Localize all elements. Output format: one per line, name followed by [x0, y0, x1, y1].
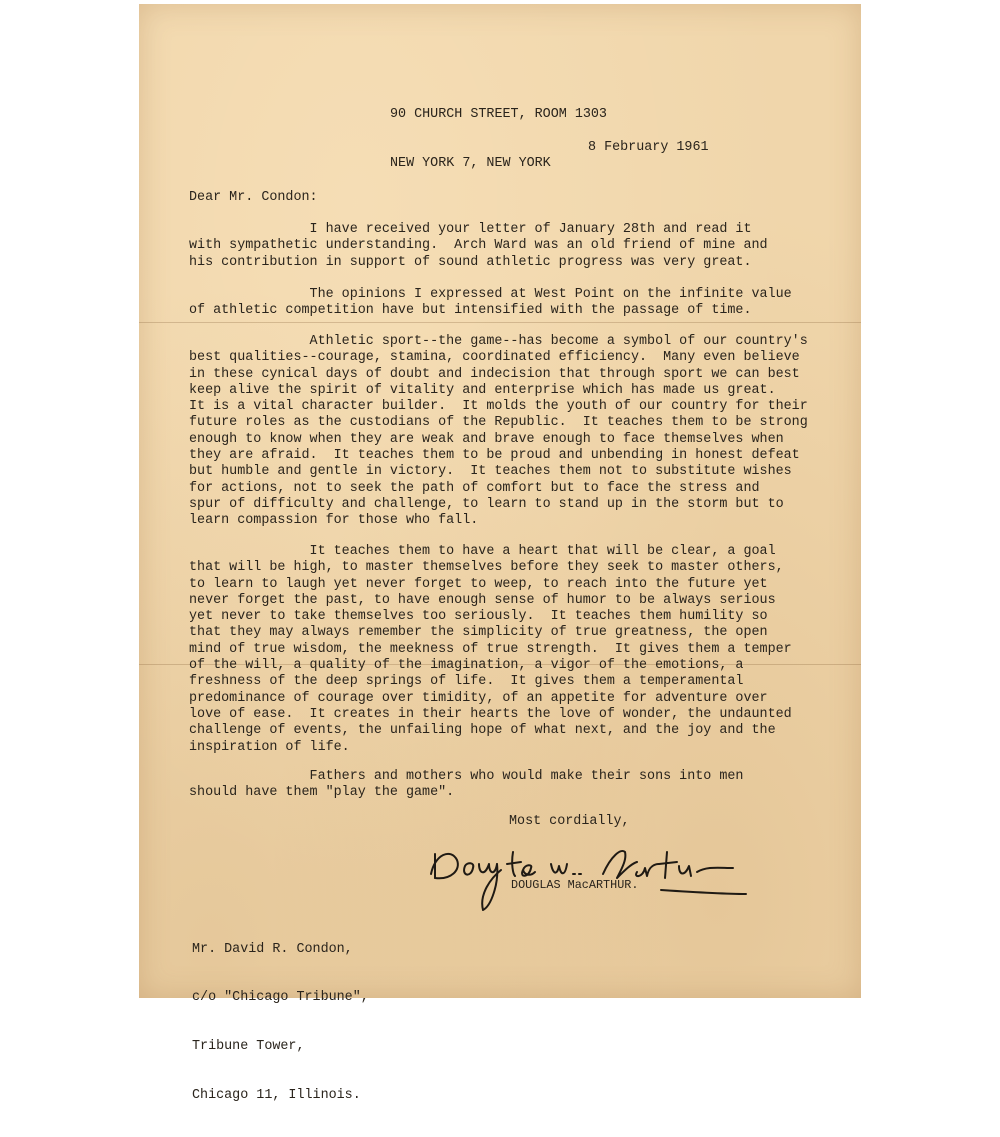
- handwritten-signature: [421, 834, 751, 914]
- letterhead-city: NEW YORK 7, NEW YORK: [390, 156, 551, 172]
- paragraph-1: I have received your letter of January 28th and read it with sympathetic understanding. Arch Ward was an old friend of mine and his contribution in support of sound athletic progress was very great.: [189, 222, 768, 270]
- letterhead-street: 90 CHURCH STREET, ROOM 1303: [390, 106, 607, 122]
- address-line-city: Chicago 11, Illinois.: [192, 1088, 361, 1104]
- paper-fold-line: [139, 322, 861, 323]
- paragraph-4: It teaches them to have a heart that will be clear, a goal that will be high, to master themselves before they seek to master others, to learn to laugh yet never forget to weep, to reach into the future yet never forget the past, to have enough sense of humor to be always serious yet never to take themselves too seriously. It teaches them humility so that they may always remember the simplicity of true greatness, the open mind of true wisdom, the meekness of true strength. It gives them a temper of the will, a quality of the imagination, a vigor of the emotions, a freshness of the deep springs of life. It gives them a temperamental predominance of courage over timidity, of an appetite for adventure over love of ease. It creates in their hearts the love of wonder, the undaunted challenge of events, the unfailing hope of what next, and the joy and the inspiration of life.: [189, 544, 792, 755]
- letter-date: 8 February 1961: [588, 140, 709, 155]
- letter-page: [139, 4, 861, 1104]
- closing: Most cordially,: [509, 814, 630, 829]
- paragraph-3: Athletic sport--the game--has become a symbol of our country's best qualities--courage, stamina, coordinated efficiency. Many even believe in these cynical days of doubt and indecision that through sport we can best keep alive the spirit of vitality and enterprise which has made us great. It is a vital character builder. It molds the youth of our country for their future roles as the custodians of the Republic. It teaches them to be strong enough to know when they are weak and brave enough to face themselves when they are afraid. It teaches them to be proud and unbending in honest defeat but humble and gentle in victory. It teaches them not to substitute wishes for actions, not to seek the path of comfort but to face the stress and spur of difficulty and challenge, to learn to stand up in the storm but to learn compassion for those who fall.: [189, 334, 808, 529]
- recipient-address: [192, 909, 369, 1137]
- salutation: Dear Mr. Condon:: [189, 190, 318, 205]
- paragraph-2: The opinions I expressed at West Point on the infinite value of athletic competition have but intensified with the passage of time.: [189, 287, 792, 319]
- address-line-care-of: c/o "Chicago Tribune",: [192, 990, 369, 1006]
- address-line-building: Tribune Tower,: [192, 1039, 305, 1055]
- address-line-name: Mr. David R. Condon,: [192, 941, 353, 957]
- paragraph-5: Fathers and mothers who would make their sons into men should have them "play the game".: [189, 769, 744, 801]
- letterhead: [390, 74, 607, 206]
- signer-name: DOUGLAS MacARTHUR.: [511, 878, 639, 892]
